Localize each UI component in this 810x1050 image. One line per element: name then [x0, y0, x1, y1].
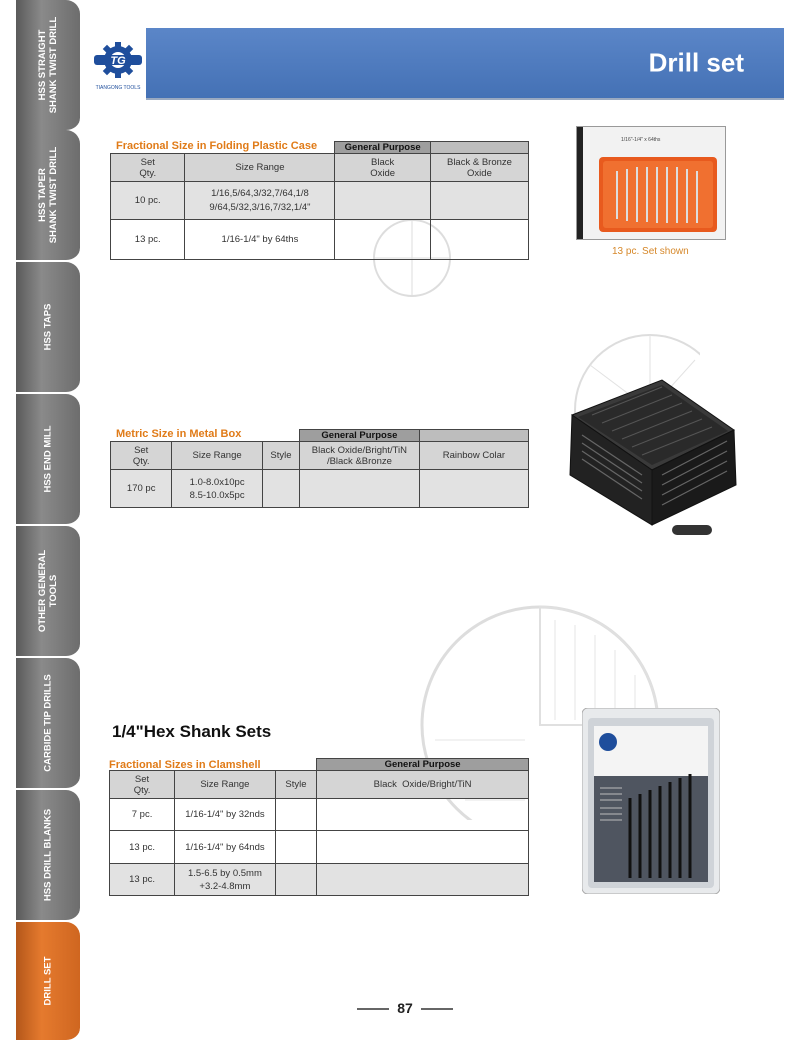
column-header: Size Range	[172, 442, 262, 470]
column-header: Style	[262, 442, 299, 470]
group-label: General Purpose	[317, 759, 529, 771]
side-tab-carbide-tip-drills[interactable]: CARBIDE TIP DRILLS	[16, 658, 80, 790]
page-number: 87	[0, 1000, 810, 1016]
side-navigation	[0, 0, 80, 1050]
side-tab-hss-taper-shank-twist-drill[interactable]: HSS TAPER SHANK TWIST DRILL	[16, 130, 80, 262]
side-tab-hss-taps[interactable]: HSS TAPS	[16, 262, 80, 394]
column-header: Set Qty.	[110, 771, 175, 799]
column-header: Set Qty.	[111, 154, 185, 182]
side-tab-hss-end-mill[interactable]: HSS END MILL	[16, 394, 80, 526]
column-header: Size Range	[185, 154, 335, 182]
column-header: Black Oxide	[335, 154, 431, 182]
product-photo-folding-case	[576, 126, 726, 240]
column-header: Set Qty.	[111, 442, 172, 470]
column-header: Black Oxide/Bright/TiN /Black &Bronze	[300, 442, 420, 470]
section3-caption: Fractional Sizes in Clamshell	[109, 759, 261, 771]
product-photo-clamshell	[582, 708, 720, 894]
svg-text:1/16"-1/4" x 64ths: 1/16"-1/4" x 64ths	[621, 137, 661, 143]
side-tab-drill-set[interactable]: DRILL SET	[16, 922, 80, 1042]
side-tab-other-general-tools[interactable]: OTHER GENERAL TOOLS	[16, 526, 80, 658]
gear-logo-icon	[88, 40, 148, 96]
svg-text:TIANGONG TOOLS: TIANGONG TOOLS	[95, 85, 141, 91]
clamshell-image	[582, 708, 720, 894]
drill-case-image	[577, 127, 725, 239]
side-tab-hss-straight-shank-twist-drill[interactable]: HSS STRAIGHT SHANK TWIST DRILL	[16, 0, 80, 132]
column-header: Size Range	[175, 771, 276, 799]
side-tab-hss-drill-blanks[interactable]: HSS DRILL BLANKS	[16, 790, 80, 922]
table-row: 13 pc. 1/16-1/4" by 64nds	[110, 831, 529, 864]
header-banner	[146, 28, 784, 100]
table-row: 13 pc. 1.5-6.5 by 0.5mm +3.2-4.8mm	[110, 864, 529, 896]
group-label: General Purpose	[335, 142, 431, 154]
section3-heading: 1/4"Hex Shank Sets	[112, 722, 272, 741]
table-row: 7 pc. 1/16-1/4" by 32nds	[110, 799, 529, 831]
column-header: Black Oxide/Bright/TiN	[317, 771, 529, 799]
group-label: General Purpose	[300, 430, 420, 442]
column-header: Style	[275, 771, 316, 799]
table-metric-metal-box	[110, 429, 529, 508]
section1-caption: Fractional Size in Folding Plastic Case	[116, 140, 318, 152]
column-header: Black & Bronze Oxide	[430, 154, 528, 182]
page-title: Drill set	[648, 47, 744, 78]
metal-box-image	[562, 375, 742, 545]
section2-caption: Metric Size in Metal Box	[116, 428, 242, 440]
table-hex-shank-clamshell	[109, 758, 529, 896]
table-fractional-folding-case	[110, 141, 529, 260]
table-row: 10 pc. 1/16,5/64,3/32,7/64,1/8 9/64,5/32,3/16,7/32,1/4"	[111, 182, 529, 220]
photo-caption: 13 pc. Set shown	[612, 246, 689, 257]
column-header: Rainbow Colar	[419, 442, 528, 470]
svg-text:TG: TG	[110, 55, 126, 67]
table-row: 13 pc. 1/16-1/4" by 64ths	[111, 220, 529, 260]
product-photo-metal-box	[562, 375, 742, 545]
table-row: 170 pc 1.0-8.0x10pc 8.5-10.0x5pc	[111, 470, 529, 508]
company-logo	[88, 40, 148, 96]
